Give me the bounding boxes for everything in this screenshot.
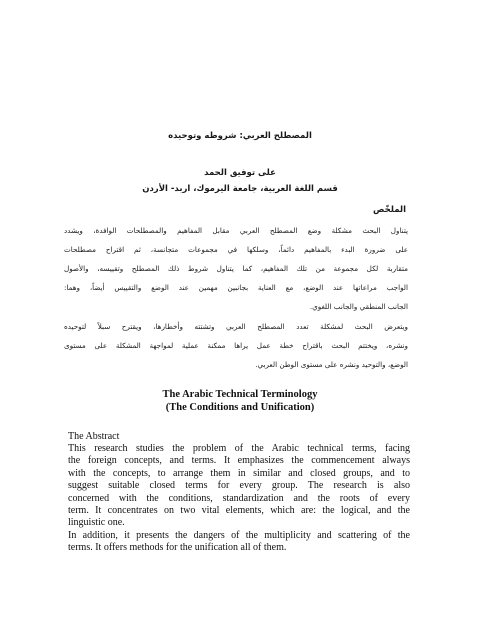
english-abstract-paragraph-2 [68, 530, 410, 555]
arabic-p1-line-3: متقاربة لكل مجموعة من تلك المفاهيم، كما يتناول شروط ذلك المصطلح وتقييسه، والأصول [64, 264, 408, 273]
english-p1-line-2: the foreign concepts, and terms. It emphasizes the commencement always [68, 455, 410, 467]
english-p2-line-2: terms. It offers methods for the unification all of them. [68, 542, 287, 554]
arabic-p1-line-5: الجانب المنطقي والجانب اللغوي. [309, 302, 408, 311]
arabic-p2-line-3: الوضع، والتوحيد ونشره على مستوى الوطن العربي. [255, 360, 408, 369]
arabic-p2-line-2: ونشره، ويختتم البحث باقتراح خطة عمل يراها ممكنة عملية لمواجهة المشكلة على مستوى [64, 341, 408, 350]
arabic-abstract-paragraph-2 [64, 317, 408, 374]
english-p1-line-3: with the concepts, to arrange them in similar and closed groups, and to [68, 467, 410, 479]
english-p2-line-1: In addition, it presents the dangers of the multiplicity and scattering of the [68, 530, 410, 541]
arabic-author: على توفيق الحمد [204, 168, 276, 178]
arabic-p1-line-2: على ضرورة البدء بالمفاهيم دائماً، وسلكها في مجموعات متجانسة، ثم اقتراح مصطلحات [64, 245, 408, 254]
arabic-affiliation: قسم اللغة العربية، جامعة اليرموك، اربد- الأردن [142, 184, 338, 194]
arabic-abstract-paragraph-1 [64, 221, 408, 316]
english-p1-line-6: term. It concentrates on two vital elements, which are: the logical, and the [68, 504, 410, 516]
arabic-title: المصطلح العربي: شروطه وتوحيده [168, 131, 312, 141]
english-title [60, 388, 420, 414]
arabic-abstract-heading: الملخّص [373, 205, 406, 215]
english-p1-line-7: linguistic one. [68, 517, 125, 529]
english-p1-line-1: This research studies the problem of the Arabic technical terms, facing [68, 443, 410, 454]
english-title-line-2: (The Conditions and Unification) [165, 402, 315, 413]
english-p1-line-4: suggest suitable closed terms for every group. The research is also [68, 480, 410, 492]
english-abstract-heading: The Abstract [68, 431, 120, 442]
english-p1-line-5: concerned with the conditions, standardization and the roots of every [68, 492, 410, 504]
arabic-p1-line-4: الواجب مراعاتها عند الوضع، مع العناية بجانبين مهمين عند الوضع والتقييس أيضاً، وهما: [64, 283, 408, 292]
arabic-p1-line-1: يتناول البحث مشكلة وضع المصطلح العربي مقابل المفاهيم والمصطلحات الوافدة، ويشدد [64, 226, 408, 235]
english-abstract-paragraph-1 [68, 443, 410, 530]
english-title-line-1: The Arabic Technical Terminology [162, 389, 318, 400]
arabic-p2-line-1: ويتعرض البحث لمشكلة تعدد المصطلح العربي وتشتته وأخطارها، ويقترح سبلاً لتوحيده [64, 322, 408, 331]
